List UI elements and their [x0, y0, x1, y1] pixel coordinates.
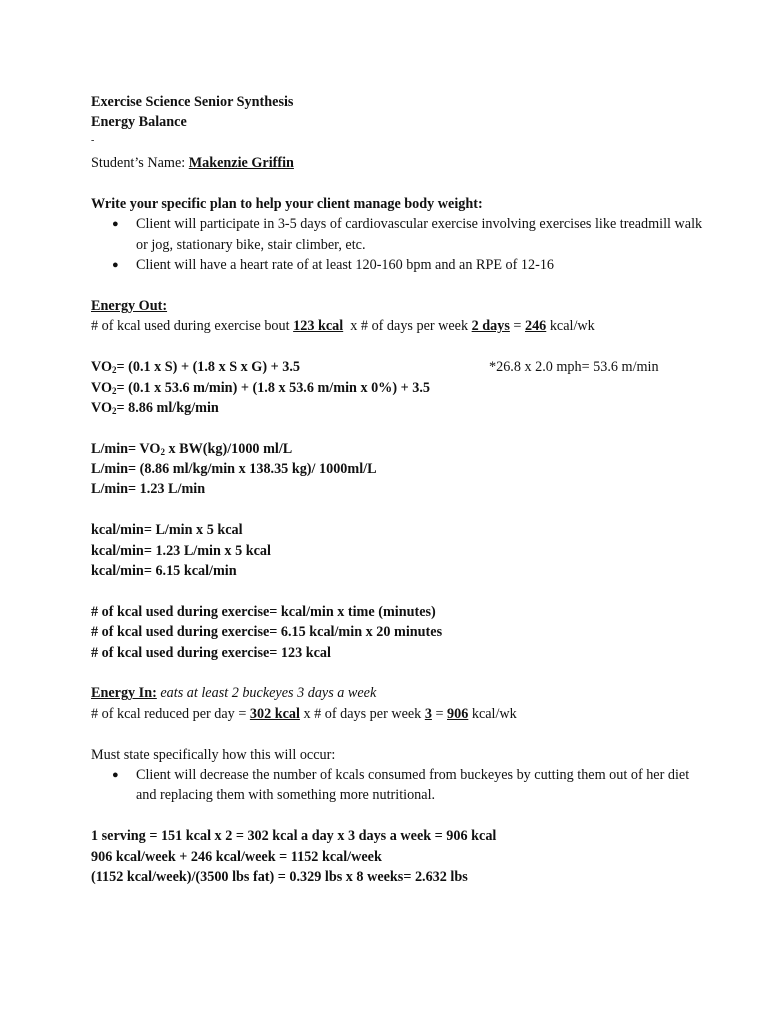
energy-out-equation: # of kcal used during exercise bout 123 kcal x # of days per week 2 days = 246 kcal/wk — [91, 318, 595, 335]
bullet-icon: ● — [112, 218, 119, 231]
vo2-formula: $VO_2= (0.1$ x S) + (1.8 x S x G) + 3.5 *26.8 x 2.0 mph= 53.6 m/min — [91, 357, 711, 377]
weekly-kcal-out: 246 — [524, 318, 547, 335]
exercise-kcal-substituted: # of kcal used during exercise= 6.15 kcal/min x 20 minutes — [91, 624, 443, 641]
document-topic: Energy Balance — [91, 114, 187, 131]
bullet-icon: ● — [112, 259, 119, 272]
lmin-substituted: L/min= (8.86 ml/kg/min x 138.35 kg)/ 1000ml/L — [91, 461, 377, 478]
energy-in-equation: # of kcal reduced per day = 302 kcal x # of days per week 3 = 906 kcal/wk — [91, 705, 517, 722]
lmin-formula: $L/\min= VO_2$ x BW(kg)/1000 ml/L — [91, 440, 293, 457]
energy-in-heading: Energy In: — [91, 685, 157, 702]
energy-in-heading-line — [91, 683, 711, 703]
kcalmin-substituted: kcal/min= 1.23 L/min x 5 kcal — [91, 542, 271, 559]
summary-line-1: 1 serving = 151 kcal x 2 = 302 kcal a day x 3 days a week = 906 kcal — [91, 828, 497, 845]
energy-in-note: eats at least 2 buckeyes 3 days a week — [156, 685, 377, 702]
summary-line-2: 906 kcal/week + 246 kcal/week = 1152 kcal/week — [91, 848, 382, 865]
occur-heading: Must state specifically how this will occur: — [91, 746, 336, 763]
student-name-label: Student’s Name: — [91, 155, 189, 172]
course-title: Exercise Science Senior Synthesis — [91, 94, 294, 110]
vo2-result: $VO_2= 8.86$ ml/kg/min — [91, 399, 219, 416]
plan-list — [91, 214, 711, 275]
list-item: ● Client will participate in 3-5 days of cardiovascular exercise involving exercises like treadmill walk or jog, stationary bike, stair climber, etc. — [112, 216, 703, 253]
student-name: Makenzie Griffin — [188, 155, 294, 172]
kcalmin-formula: kcal/min= L/min x 5 kcal — [91, 522, 243, 539]
student-name-line — [91, 153, 711, 173]
occur-list — [91, 765, 711, 806]
list-item: ● Client will have a heart rate of at least 120-160 bpm and an RPE of 12-16 — [91, 255, 711, 275]
dash-mark: - — [91, 134, 95, 146]
summary-line-3: (1152 kcal/week)/(3500 lbs fat) = 0.329 lbs x 8 weeks= 2.632 lbs — [91, 868, 468, 885]
kcal-per-day: 302 kcal — [249, 705, 300, 722]
bullet-icon: ● — [112, 768, 119, 781]
speed-note: *26.8 x 2.0 mph= 53.6 m/min — [489, 359, 659, 376]
lmin-result: L/min= 1.23 L/min — [91, 481, 206, 498]
days-per-week: 3 — [424, 705, 432, 722]
plan-heading: Write your specific plan to help your client manage body weight: — [91, 195, 483, 212]
vo2-substituted: $VO_2= (0.1$ x 53.6 m/min) + (1.8 x 53.6 m/min x 0%) + 3.5 — [91, 379, 431, 396]
bout-kcal: 123 kcal — [293, 318, 344, 335]
exercise-kcal-formula: # of kcal used during exercise= kcal/min x time (minutes) — [91, 603, 436, 620]
kcalmin-result: kcal/min= 6.15 kcal/min — [91, 563, 237, 580]
exercise-kcal-result: # of kcal used during exercise= 123 kcal — [91, 644, 331, 661]
weekly-kcal-in: 906 — [447, 705, 469, 722]
energy-out-heading: Energy Out: — [91, 297, 168, 314]
days-per-week: 2 days — [471, 318, 510, 335]
list-item: ● Client will decrease the number of kcals consumed from buckeyes by cutting them out of her diet and replacing them with something more nutritional. — [112, 766, 690, 804]
document-page — [91, 92, 711, 887]
